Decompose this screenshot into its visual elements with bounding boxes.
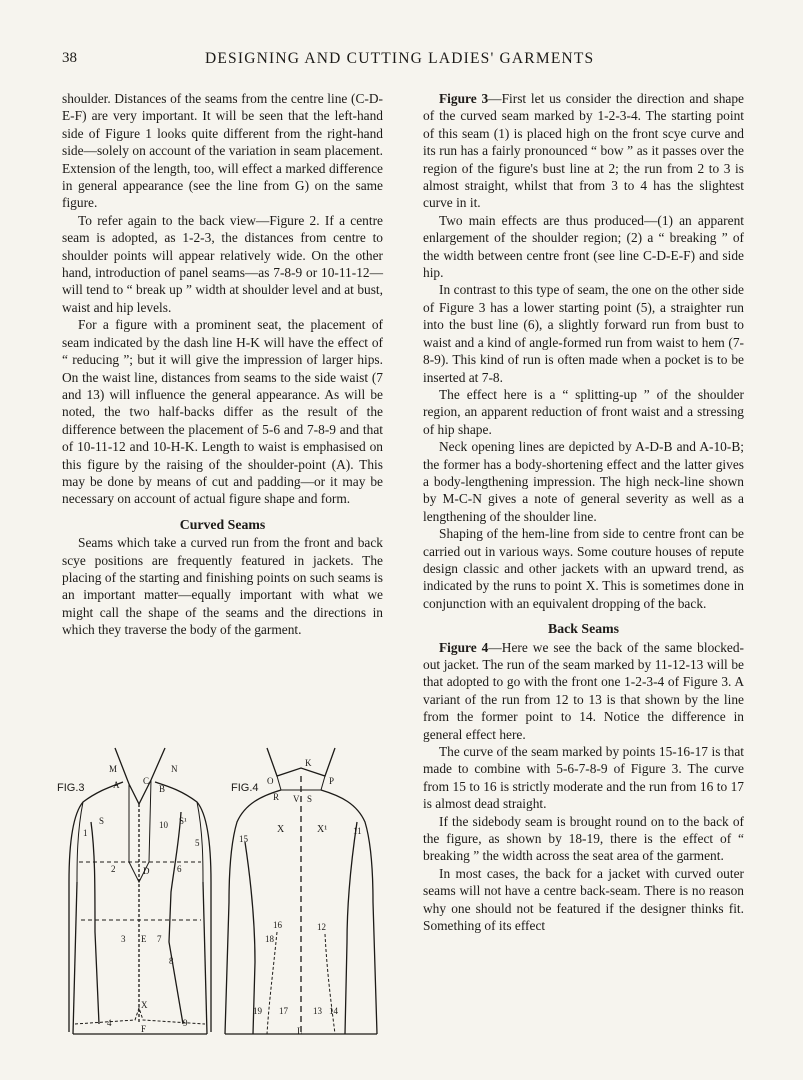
point-label: 14	[329, 1006, 338, 1016]
point-label: M	[109, 764, 118, 774]
figure-4-reference: Figure 4	[439, 639, 489, 655]
point-label: 4	[107, 1018, 112, 1028]
figure-4-caption: FIG.4	[231, 782, 259, 794]
point-label: 18	[265, 934, 274, 944]
point-label: 10	[159, 820, 168, 830]
page-number: 38	[62, 50, 77, 66]
paragraph: Two main effects are thus produced—(1) an apparent enlargement of the shoulder region; (2) a “ breaking ” of the width between centre front (see line C-D-E-F) and side hip.	[423, 212, 744, 281]
point-label: E	[141, 934, 147, 944]
paragraph	[423, 639, 744, 743]
point-label: 11	[353, 826, 362, 836]
section-heading-back-seams: Back Seams	[548, 621, 619, 637]
point-label: V	[293, 794, 300, 804]
section-heading-curved-seams: Curved Seams	[179, 516, 266, 532]
figure-3-reference: Figure 3	[439, 91, 489, 106]
point-label: K	[305, 758, 312, 768]
point-label: 3	[121, 934, 126, 944]
point-label: 17	[279, 1006, 288, 1016]
paragraph: Neck opening lines are depicted by A-D-B and A-10-B; the former has a body-shortening effect and the latter gives a body-lengthening impression. The high neck-line shown by M-C-N gives a note of general severity as well as a lengthening of the shoulder line.	[423, 439, 744, 524]
point-label: 19	[253, 1006, 262, 1016]
point-label: D	[143, 866, 150, 876]
paragraph: The effect here is a “ splitting-up ” of the shoulder region, an apparent reduction of front waist and a stressing of hip shape.	[423, 386, 744, 437]
point-label: 12	[317, 922, 326, 932]
paragraph-text: —Here we see the back of the same blocked-out jacket. The run of the seam marked by 11-12-13 will be that adopted to go with the front one 1-2-3-4 of Figure 3. A variant of the run from 12 to 13 is that shown by the line from the former point to 14. Notice the difference in general effect here.	[423, 639, 744, 742]
point-label: S	[99, 816, 105, 826]
point-label: X	[141, 1000, 148, 1010]
point-label: X	[277, 824, 285, 835]
left-column	[62, 90, 383, 639]
paragraph: For a figure with a prominent seat, the placement of seam indicated by the dash line H-K will have the effect of “ reducing ”; but it will give the impression of larger hips. On the waist line, distances from seams to the side waist (7 and 13) will influence the general appearance. As will be noted, the two half-backs differ as the result of the difference between the placement of 5-6 and 7-8-9 and that of 10-11-12 and 10-H-K. Length to waist is emphasised on this figure by the raising of the shoulder-point (A). This may be done by means of cut and padding—or it may be necessary on account of actual figure shape and form.	[62, 317, 383, 507]
paragraph-text: —First let us consider the direction and shape of the curved seam marked by 1-2-3-4. The starting point of this seam (1) is placed high on the front scye curve and its run has a fairly pronounced “ bow ” as it passes over the region of the figure's bust line at 2; the run from 2 to 3 is almost straight, whilst that from 3 to 4 has the slightest curve in it.	[423, 91, 745, 211]
point-label: X¹	[317, 824, 328, 835]
point-label: L	[297, 1026, 303, 1036]
jacket-diagrams	[55, 742, 395, 1040]
point-label: S¹	[179, 816, 187, 826]
paragraph	[423, 90, 744, 212]
paragraph: In most cases, the back for a jacket with curved outer seams will not have a centre back-seam. There is no reason why one should not be featured if the designer thinks fit. Something of its effect	[423, 865, 744, 934]
point-label: O	[267, 776, 274, 786]
paragraph: Seams which take a curved run from the front and back scye positions are frequently featured in jackets. The placing of the starting and finishing points on such seams is an important matter—equally important with what we might call the shape of the seams and the directions in which they traverse the body of the garment.	[62, 535, 383, 638]
point-label: 6	[177, 864, 182, 874]
paragraph: The curve of the seam marked by points 15-16-17 is that made to combine with 5-6-7-8-9 of Figure 3. The curve from 15 to 16 is strictly moderate and the run from 16 to 17 is almost dead straight.	[423, 744, 744, 812]
point-label: 16	[273, 920, 282, 930]
point-label: 13	[313, 1006, 322, 1016]
point-label: 15	[239, 834, 248, 844]
point-label: F	[141, 1024, 147, 1034]
point-label: 9	[183, 1018, 188, 1028]
figure-illustrations	[55, 742, 395, 1040]
point-label: 5	[195, 838, 200, 848]
point-label: P	[329, 776, 335, 786]
figure-3-diagram	[69, 748, 211, 1034]
right-column	[423, 90, 744, 935]
point-label: 2	[111, 864, 116, 874]
paragraph: If the sidebody seam is brought round on to the back of the figure, as shown by 18-19, there is the effect of “ breaking ” the width across the seat area of the garment.	[423, 813, 744, 864]
running-head: DESIGNING AND CUTTING LADIES' GARMENTS	[205, 50, 595, 67]
point-label: C	[143, 776, 150, 786]
paragraph: Shaping of the hem-line from side to centre front can be carried out in various ways. Some couture houses of repute design classic and other jackets with an upward trend, as indicated by the runs to point X. This is sometimes done in conjunction with an equivalent dropping of the back.	[423, 526, 744, 611]
paragraph: shoulder. Distances of the seams from the centre line (C-D-E-F) are very important. It will be seen that the left-hand side of Figure 1 looks quite different from the right-hand side—solely on account of the variation in seam placement. Extension of the length, too, will effect a marked difference in general appearance (see the line from G) on the same figure.	[62, 91, 383, 211]
paragraph: To refer again to the back view—Figure 2. If a centre seam is adopted, as 1-2-3, the distances from centre to shoulder points will appear relatively wide. On the other hand, introduction of panel seams—as 7-8-9 or 10-11-12—will tend to “ break up ” width at shoulder level and at bust, waist and hip levels.	[62, 212, 383, 315]
point-label: R	[273, 792, 280, 802]
paragraph: In contrast to this type of seam, the one on the other side of Figure 3 has a lower starting point (5), a straighter run into the bust line (6), a slightly forward run from bust to waist and a kind of angle-formed run from waist to hem (7-8-9). This kind of run is often made when a pocket is to be inserted at 7-8.	[423, 282, 744, 385]
point-label: B	[159, 784, 166, 794]
point-label: S	[307, 794, 313, 804]
point-label: 8	[169, 956, 174, 966]
point-label: N	[171, 764, 178, 774]
point-label: 7	[157, 934, 162, 944]
point-label: 1	[83, 828, 88, 838]
figure-3-caption: FIG.3	[57, 782, 85, 794]
point-label: A	[113, 780, 120, 790]
